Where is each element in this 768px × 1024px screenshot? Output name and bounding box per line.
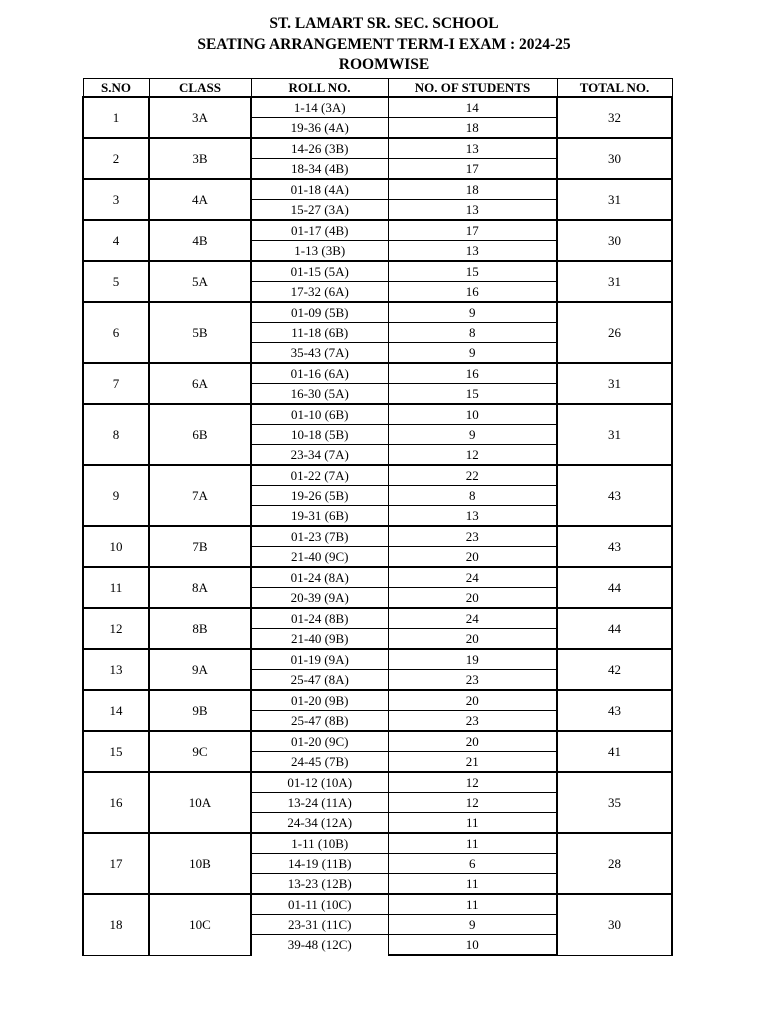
cell-no-of-students: 16 — [388, 363, 557, 384]
cell-total-no: 26 — [557, 302, 672, 363]
cell-no-of-students: 20 — [388, 690, 557, 711]
cell-no-of-students: 22 — [388, 465, 557, 486]
cell-sno: 12 — [83, 608, 149, 649]
cell-total-no: 30 — [557, 220, 672, 261]
table-row — [83, 772, 672, 793]
cell-roll-no: 23-34 (7A) — [251, 445, 388, 466]
cell-roll-no: 01-23 (7B) — [251, 526, 388, 547]
table-header-row — [83, 79, 672, 98]
cell-roll-no: 24-45 (7B) — [251, 752, 388, 773]
cell-roll-no: 25-47 (8B) — [251, 711, 388, 732]
cell-class: 7B — [149, 526, 251, 567]
cell-sno: 3 — [83, 179, 149, 220]
cell-roll-no: 10-18 (5B) — [251, 425, 388, 445]
cell-class: 4B — [149, 220, 251, 261]
column-header-no-of-students: NO. OF STUDENTS — [388, 79, 557, 98]
cell-no-of-students: 9 — [388, 343, 557, 364]
table-row — [83, 97, 672, 118]
cell-no-of-students: 24 — [388, 567, 557, 588]
cell-roll-no: 19-26 (5B) — [251, 486, 388, 506]
cell-roll-no: 20-39 (9A) — [251, 588, 388, 609]
cell-class: 8B — [149, 608, 251, 649]
cell-no-of-students: 15 — [388, 384, 557, 405]
cell-no-of-students: 19 — [388, 649, 557, 670]
table-row — [83, 608, 672, 629]
cell-class: 6A — [149, 363, 251, 404]
table-row — [83, 567, 672, 588]
cell-no-of-students: 10 — [388, 935, 557, 956]
cell-total-no: 31 — [557, 179, 672, 220]
cell-no-of-students: 18 — [388, 179, 557, 200]
cell-roll-no: 01-24 (8A) — [251, 567, 388, 588]
cell-class: 8A — [149, 567, 251, 608]
cell-roll-no: 11-18 (6B) — [251, 323, 388, 343]
cell-no-of-students: 13 — [388, 506, 557, 527]
cell-sno: 9 — [83, 465, 149, 526]
document-header — [0, 14, 768, 76]
cell-class: 4A — [149, 179, 251, 220]
cell-total-no: 32 — [557, 97, 672, 138]
table-row — [83, 649, 672, 670]
cell-roll-no: 13-24 (11A) — [251, 793, 388, 813]
cell-no-of-students: 20 — [388, 629, 557, 650]
cell-total-no: 44 — [557, 608, 672, 649]
cell-total-no: 43 — [557, 526, 672, 567]
cell-roll-no: 23-31 (11C) — [251, 915, 388, 935]
cell-no-of-students: 17 — [388, 220, 557, 241]
cell-class: 7A — [149, 465, 251, 526]
table-row — [83, 894, 672, 915]
cell-no-of-students: 21 — [388, 752, 557, 773]
school-name: ST. LAMART SR. SEC. SCHOOL — [269, 15, 499, 32]
cell-roll-no: 01-16 (6A) — [251, 363, 388, 384]
column-header-total-no: TOTAL NO. — [557, 79, 672, 98]
cell-no-of-students: 12 — [388, 793, 557, 813]
cell-sno: 17 — [83, 833, 149, 894]
cell-total-no: 41 — [557, 731, 672, 772]
cell-class: 5A — [149, 261, 251, 302]
cell-no-of-students: 13 — [388, 138, 557, 159]
cell-total-no: 31 — [557, 404, 672, 465]
cell-roll-no: 16-30 (5A) — [251, 384, 388, 405]
cell-total-no: 31 — [557, 363, 672, 404]
cell-roll-no: 01-20 (9C) — [251, 731, 388, 752]
cell-total-no: 44 — [557, 567, 672, 608]
cell-roll-no: 19-31 (6B) — [251, 506, 388, 527]
table-row — [83, 302, 672, 323]
cell-roll-no: 01-24 (8B) — [251, 608, 388, 629]
cell-no-of-students: 11 — [388, 813, 557, 834]
cell-no-of-students: 23 — [388, 670, 557, 691]
cell-no-of-students: 16 — [388, 282, 557, 303]
cell-sno: 15 — [83, 731, 149, 772]
cell-total-no: 30 — [557, 894, 672, 955]
cell-sno: 8 — [83, 404, 149, 465]
cell-no-of-students: 18 — [388, 118, 557, 139]
cell-sno: 16 — [83, 772, 149, 833]
cell-roll-no: 24-34 (12A) — [251, 813, 388, 834]
table-row — [83, 526, 672, 547]
cell-roll-no: 1-13 (3B) — [251, 241, 388, 262]
cell-roll-no: 01-12 (10A) — [251, 772, 388, 793]
cell-class: 10A — [149, 772, 251, 833]
document-title: SEATING ARRANGEMENT TERM-I EXAM : 2024-25 — [197, 35, 571, 53]
cell-roll-no: 14-26 (3B) — [251, 138, 388, 159]
cell-roll-no: 21-40 (9B) — [251, 629, 388, 650]
cell-no-of-students: 9 — [388, 425, 557, 445]
cell-no-of-students: 20 — [388, 731, 557, 752]
cell-sno: 6 — [83, 302, 149, 363]
cell-total-no: 43 — [557, 465, 672, 526]
cell-roll-no: 01-11 (10C) — [251, 894, 388, 915]
cell-no-of-students: 12 — [388, 772, 557, 793]
cell-roll-no: 01-10 (6B) — [251, 404, 388, 425]
cell-sno: 10 — [83, 526, 149, 567]
cell-class: 9C — [149, 731, 251, 772]
cell-no-of-students: 6 — [388, 854, 557, 874]
table-body — [83, 97, 672, 955]
seating-table — [82, 78, 673, 956]
cell-no-of-students: 23 — [388, 526, 557, 547]
cell-roll-no: 01-22 (7A) — [251, 465, 388, 486]
cell-roll-no: 1-11 (10B) — [251, 833, 388, 854]
cell-no-of-students: 13 — [388, 200, 557, 221]
cell-no-of-students: 8 — [388, 323, 557, 343]
cell-roll-no: 15-27 (3A) — [251, 200, 388, 221]
cell-sno: 11 — [83, 567, 149, 608]
table-row — [83, 220, 672, 241]
cell-roll-no: 01-20 (9B) — [251, 690, 388, 711]
cell-class: 3B — [149, 138, 251, 179]
table-row — [83, 833, 672, 854]
cell-no-of-students: 11 — [388, 894, 557, 915]
cell-roll-no: 17-32 (6A) — [251, 282, 388, 303]
cell-no-of-students: 17 — [388, 159, 557, 180]
cell-roll-no: 01-18 (4A) — [251, 179, 388, 200]
cell-no-of-students: 20 — [388, 547, 557, 568]
cell-no-of-students: 13 — [388, 241, 557, 262]
cell-total-no: 30 — [557, 138, 672, 179]
document-subtitle: ROOMWISE — [338, 56, 430, 73]
cell-total-no: 35 — [557, 772, 672, 833]
cell-sno: 1 — [83, 97, 149, 138]
cell-no-of-students: 9 — [388, 915, 557, 935]
cell-total-no: 31 — [557, 261, 672, 302]
cell-class: 6B — [149, 404, 251, 465]
cell-sno: 7 — [83, 363, 149, 404]
cell-roll-no: 19-36 (4A) — [251, 118, 388, 139]
cell-roll-no: 01-19 (9A) — [251, 649, 388, 670]
cell-roll-no: 21-40 (9C) — [251, 547, 388, 568]
cell-class: 9B — [149, 690, 251, 731]
cell-no-of-students: 11 — [388, 833, 557, 854]
cell-roll-no: 01-15 (5A) — [251, 261, 388, 282]
cell-roll-no: 35-43 (7A) — [251, 343, 388, 364]
cell-sno: 4 — [83, 220, 149, 261]
table-row — [83, 731, 672, 752]
cell-total-no: 42 — [557, 649, 672, 690]
column-header-class: CLASS — [149, 79, 251, 98]
table-row — [83, 138, 672, 159]
cell-sno: 14 — [83, 690, 149, 731]
cell-no-of-students: 15 — [388, 261, 557, 282]
table-row — [83, 363, 672, 384]
cell-sno: 2 — [83, 138, 149, 179]
cell-no-of-students: 14 — [388, 97, 557, 118]
cell-roll-no: 01-09 (5B) — [251, 302, 388, 323]
cell-total-no: 43 — [557, 690, 672, 731]
table-row — [83, 690, 672, 711]
cell-class: 9A — [149, 649, 251, 690]
table-row — [83, 465, 672, 486]
column-header-sno: S.NO — [83, 79, 149, 98]
cell-roll-no: 14-19 (11B) — [251, 854, 388, 874]
column-header-roll-no: ROLL NO. — [251, 79, 388, 98]
cell-no-of-students: 8 — [388, 486, 557, 506]
cell-class: 10B — [149, 833, 251, 894]
cell-no-of-students: 12 — [388, 445, 557, 466]
cell-sno: 13 — [83, 649, 149, 690]
cell-no-of-students: 23 — [388, 711, 557, 732]
cell-total-no: 28 — [557, 833, 672, 894]
cell-class: 10C — [149, 894, 251, 955]
cell-sno: 5 — [83, 261, 149, 302]
cell-no-of-students: 10 — [388, 404, 557, 425]
cell-roll-no: 18-34 (4B) — [251, 159, 388, 180]
cell-class: 5B — [149, 302, 251, 363]
cell-roll-no: 01-17 (4B) — [251, 220, 388, 241]
table-row — [83, 261, 672, 282]
cell-roll-no: 13-23 (12B) — [251, 874, 388, 895]
table-row — [83, 179, 672, 200]
cell-roll-no: 39-48 (12C) — [251, 935, 388, 956]
cell-no-of-students: 11 — [388, 874, 557, 895]
cell-sno: 18 — [83, 894, 149, 955]
cell-class: 3A — [149, 97, 251, 138]
cell-no-of-students: 24 — [388, 608, 557, 629]
table-row — [83, 404, 672, 425]
cell-roll-no: 25-47 (8A) — [251, 670, 388, 691]
cell-no-of-students: 20 — [388, 588, 557, 609]
cell-roll-no: 1-14 (3A) — [251, 97, 388, 118]
cell-no-of-students: 9 — [388, 302, 557, 323]
